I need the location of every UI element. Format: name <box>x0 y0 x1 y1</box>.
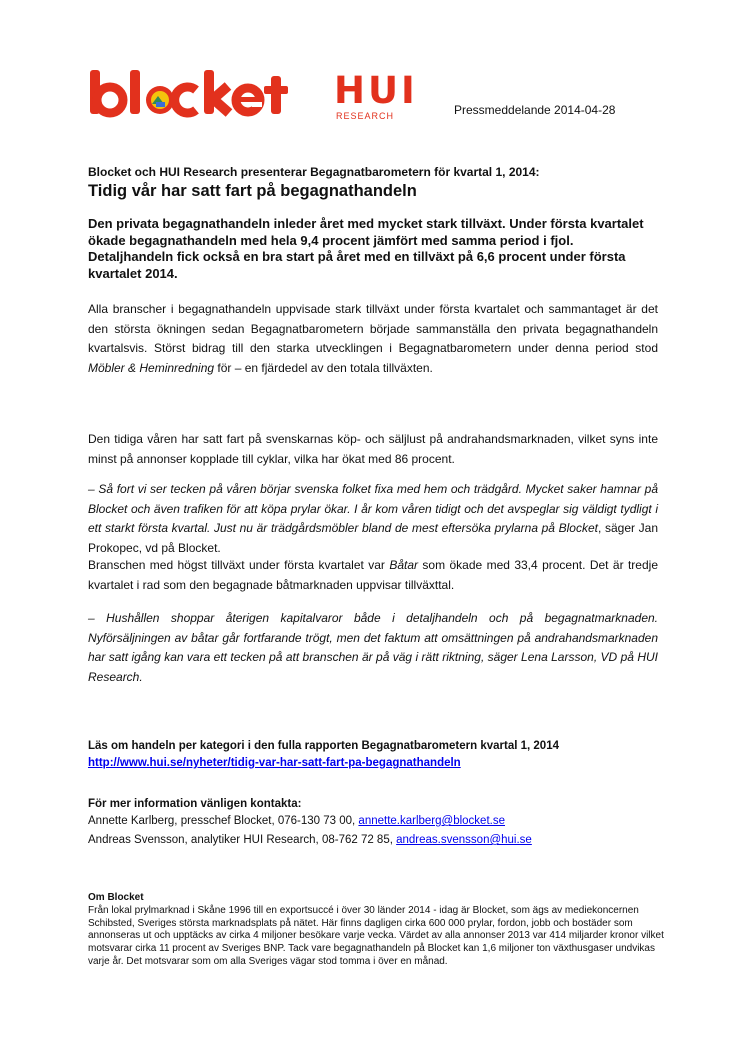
read-more-link-row <box>88 755 658 772</box>
quote-hui: – Hushållen shoppar återigen kapitalvaror både i detaljhandeln och på begagnatmarknaden. Nyförsäljningen av båtar går fortfarande trögt, men det faktum att omsättningen på andrahandsmarknaden har satt igång kan vara ett tecken på att branschen är på väg i rätt riktning, säger Lena Larsson, VD på HUI Research. <box>88 611 658 684</box>
article-lead: Den privata begagnathandeln inleder året med mycket stark tillväxt. Under första kvartalet ökade begagnathandeln med hela 9,4 procent jämfört med samma period i fjol. Detaljhandeln fick också en bra start på året med en tillväxt på 6,6 procent under första kvartalet 2014. <box>88 216 644 281</box>
article-title: Tidig vår har satt fart på begagnathandeln <box>88 182 417 200</box>
paragraph-1-text: Alla branscher i begagnathandeln uppvisade stark tillväxt under första kvartalet och sammantaget är det den största ökningen sedan Begagnatbarometern började sammanställa den privata begagnathandeln kvartalsvis. Störst bidrag till den starka utvecklingen i Begagnatbarometern under denna period stod <box>88 302 658 356</box>
read-more-heading: Läs om handeln per kategori i den fulla rapporten Begagnatbarometern kvartal 1, 2014 <box>88 740 559 752</box>
hui-logo-text: HUI <box>334 69 418 112</box>
paragraph-4-text-end: som ökade med 33,4 procent. Det är tredje kvartalet i rad som den begagnade båtmarknaden uppvisar tillväxttal. <box>88 558 658 592</box>
email-link-andreas[interactable]: andreas.svensson@hui.se <box>396 834 532 846</box>
paragraph-1-text-end: för – en fjärdedel av den totala tillväxten. <box>214 360 433 375</box>
blocket-logo <box>88 68 312 118</box>
paragraph-1 <box>88 300 658 378</box>
email-link-annette[interactable]: annette.karlberg@blocket.se <box>358 815 505 827</box>
paragraph-4-text: Branschen med högst tillväxt under första kvartalet var <box>88 558 390 572</box>
contact-annette <box>88 813 658 830</box>
hui-research-logo <box>334 69 418 121</box>
paragraph-4 <box>88 556 658 595</box>
about-blocket-heading: Om Blocket <box>88 892 144 903</box>
report-link[interactable]: http://www.hui.se/nyheter/tidig-var-har-satt-fart-pa-begagnathandeln <box>88 757 461 769</box>
quote-blocket-text: – Så fort vi ser tecken på våren börjar svenska folket fixa med hem och trädgård. Mycket saker hamnar på Blocket och även trafiken för att köpa prylar ökar. I år kom våren tidigt och det avspeglar sig väldigt tydligt i ett starkt första kvartal. Just nu är trädgårdsmöbler bland de mest eftersöka prylarna på Blocket <box>88 482 658 536</box>
contact-andreas <box>88 832 658 849</box>
paragraph-1-emphasis: Möbler & Heminredning <box>88 360 215 375</box>
quote-blocket-attribution: , säger Jan Prokopec, vd på Blocket. <box>88 521 658 555</box>
paragraph-4-emphasis: Båtar <box>389 558 419 572</box>
contact-heading: För mer information vänligen kontakta: <box>88 798 302 810</box>
about-blocket-text: Från lokal prylmarknad i Skåne 1996 till en exportsuccé i över 30 länder 2014 - idag är Blocket, som ägs av mediekoncernen Schibsted, Sveriges största marknadsplats på nätet. Här finns dagligen cirka 600 000 prylar, fordon, jobb och bostäder som annonseras ut och upptäcks av cirka 4 miljoner besökare varje vecka. Värdet av alla annonser 2013 var 414 miljarder kronor vilket motsvarar cirka 11 procent av Sveriges BNP. Tack vare begagnathandeln på Blocket kan 1,6 miljoner ton växthusgaser undvikas varje år. Det motsvarar som om alla Sveriges vägar stod tomma i över en månad. <box>88 905 664 967</box>
press-release-date: Pressmeddelande 2014-04-28 <box>454 103 616 117</box>
paragraph-2: Den tidiga våren har satt fart på svenskarnas köp- och säljlust på andrahandsmarknaden, vilket syns inte minst på annonser kopplade till cyklar, vilka har ökat med 86 procent. <box>88 432 658 466</box>
contact-annette-text: Annette Karlberg, presschef Blocket, 076-130 73 00, <box>88 815 359 827</box>
article-subheading: Blocket och HUI Research presenterar Begagnatbarometern för kvartal 1, 2014: <box>88 165 540 179</box>
quote-blocket <box>88 480 658 558</box>
contact-andreas-text: Andreas Svensson, analytiker HUI Research, 08-762 72 85, <box>88 834 397 846</box>
hui-logo-subtitle: RESEARCH <box>336 111 395 121</box>
